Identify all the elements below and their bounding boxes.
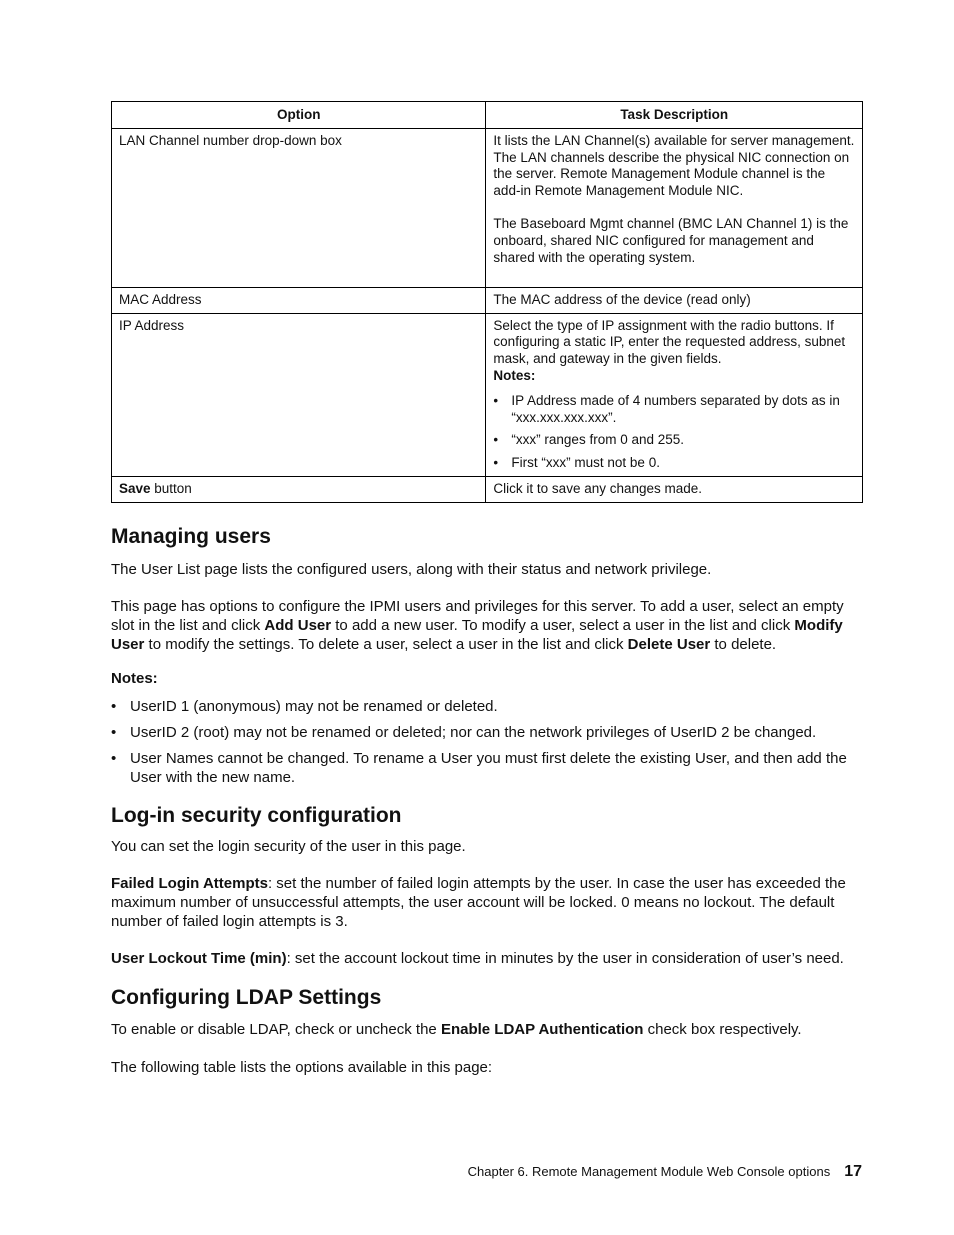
option-text: button	[150, 480, 192, 496]
description-cell: The MAC address of the device (read only)	[486, 287, 863, 313]
section-heading-login-security: Log-in security configuration	[111, 803, 402, 827]
list-item: • First “xxx” must not be 0.	[493, 455, 855, 472]
column-header-option: Option	[112, 102, 486, 129]
page-content	[111, 101, 863, 1077]
section-heading-ldap: Configuring LDAP Settings	[111, 985, 382, 1009]
list-item: • UserID 1 (anonymous) may not be renamed or deleted.	[111, 697, 863, 716]
paragraph: Failed Login Attempts: set the number of failed login attempts by the user. In case the user has exceeded the maximum number of unsuccessful attempts, the user account will be locked. 0 means no lockout. The default number of failed login attempts is 3.	[111, 874, 846, 930]
description-paragraph: Select the type of IP assignment with the radio buttons. If configuring a static IP, enter the requested address, subnet mask, and gateway in the given fields.	[493, 317, 846, 367]
table-row	[112, 128, 863, 287]
description-paragraph: It lists the LAN Channel(s) available for server management. The LAN channels describe the physical NIC connection on the server. Remote Management Module channel is the add-in Remote Management Module NIC.	[493, 132, 855, 199]
table-row	[112, 287, 863, 313]
page-number: 17	[844, 1163, 862, 1180]
paragraph: The following table lists the options available in this page:	[111, 1058, 493, 1076]
notes-label: Notes:	[493, 367, 536, 383]
page-footer	[468, 1163, 862, 1181]
list-item: • IP Address made of 4 numbers separated by dots as in “xxx.xxx.xxx.xxx”.	[493, 393, 855, 427]
paragraph: This page has options to configure the IPMI users and privileges for this server. To add a user, select an empty slot in the list and click Add User to add a new user. To modify a user, select a user in the list and click Modify User to modify the settings. To delete a user, select a user in the list and click Delete User to delete.	[111, 597, 844, 653]
list-item: • UserID 2 (root) may not be renamed or deleted; nor can the network privileges of UserID 2 be changed.	[111, 723, 863, 742]
chapter-title: Chapter 6. Remote Management Module Web Console options	[467, 1164, 831, 1179]
option-cell: IP Address	[112, 313, 486, 476]
paragraph: User Lockout Time (min): set the account lockout time in minutes by the user in consideration of user’s need.	[111, 949, 844, 967]
description-cell: Click it to save any changes made.	[486, 476, 863, 502]
option-cell: MAC Address	[112, 287, 486, 313]
notes-label: Notes:	[111, 669, 158, 687]
table-row	[112, 476, 863, 502]
list-item: • User Names cannot be changed. To rename a User you must first delete the existing User, and then add the User with the new name.	[111, 749, 863, 787]
notes-list	[493, 393, 855, 472]
save-label: Save	[119, 480, 151, 496]
paragraph: To enable or disable LDAP, check or uncheck the Enable LDAP Authentication check box respectively.	[111, 1020, 802, 1038]
list-item: • “xxx” ranges from 0 and 255.	[493, 432, 855, 449]
paragraph: You can set the login security of the user in this page.	[111, 837, 466, 855]
option-cell	[112, 476, 486, 502]
description-cell	[486, 313, 863, 476]
paragraph: The User List page lists the configured users, along with their status and network privilege.	[111, 560, 712, 578]
section-heading-managing-users: Managing users	[111, 524, 271, 548]
description-paragraph: The Baseboard Mgmt channel (BMC LAN Channel 1) is the onboard, shared NIC configured for management and shared with the operating system.	[493, 215, 849, 265]
table-row	[112, 313, 863, 476]
description-cell	[486, 128, 863, 287]
option-cell: LAN Channel number drop-down box	[112, 128, 486, 287]
table-header-row	[112, 102, 863, 129]
column-header-task-description: Task Description	[486, 102, 863, 129]
notes-list	[111, 697, 863, 787]
options-table	[111, 101, 863, 503]
